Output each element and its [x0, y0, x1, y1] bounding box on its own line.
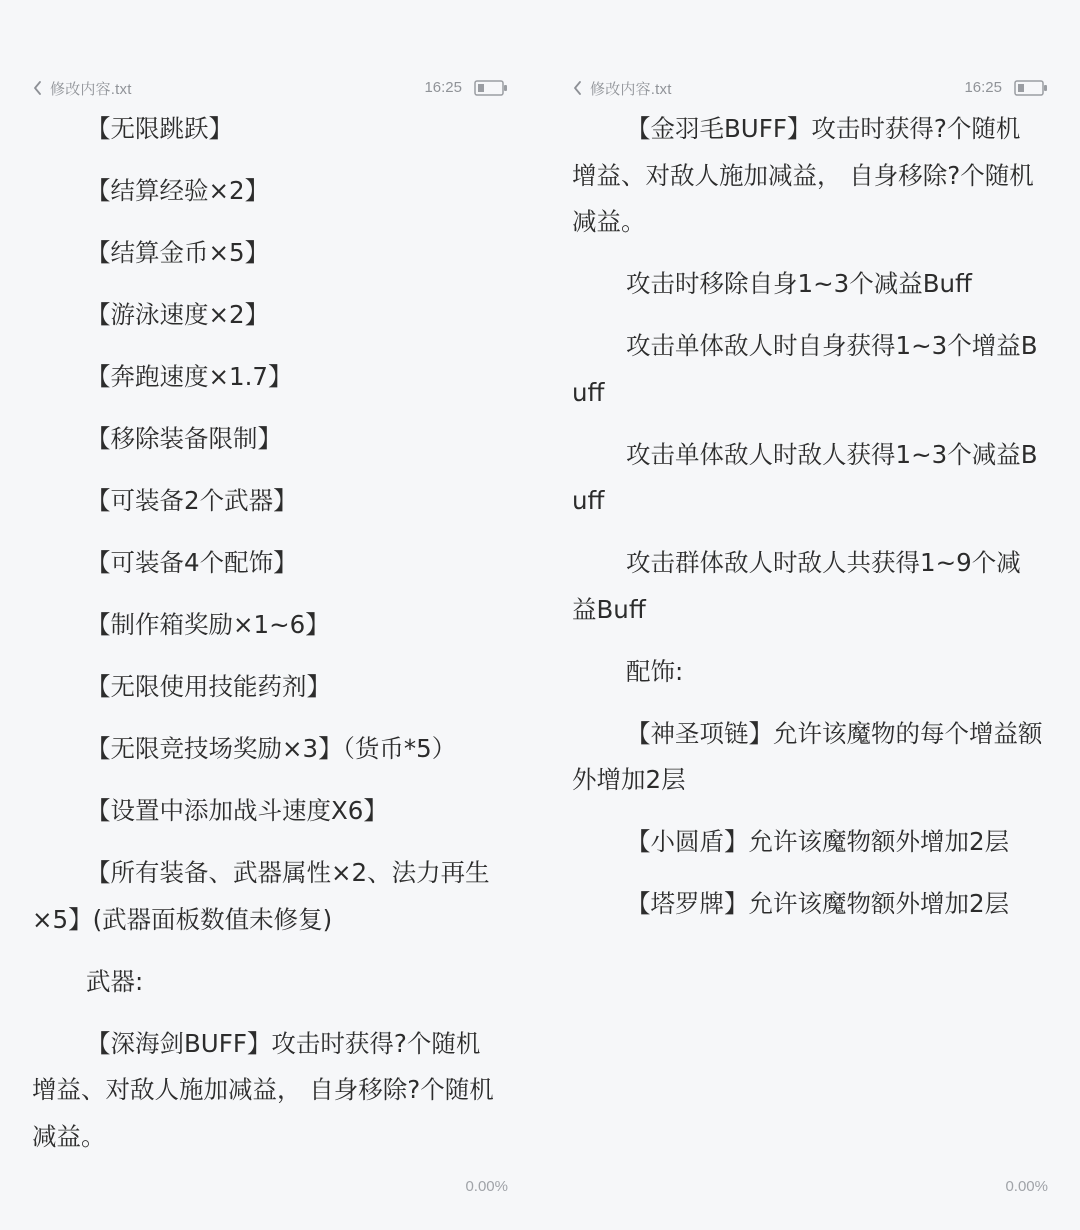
text-paragraph: 【游泳速度×2】 — [86, 300, 270, 329]
reader-header — [540, 76, 1080, 100]
text-paragraph: 【无限跳跃】 — [86, 114, 233, 143]
section-heading: 配饰: — [626, 656, 684, 686]
clock-time: 16:25 — [964, 79, 1002, 96]
text-paragraph: 【结算金币×5】 — [86, 238, 270, 267]
text-paragraph: 【可装备4个配饰】 — [86, 548, 298, 577]
reader-header — [0, 76, 540, 100]
text-paragraph: 【结算经验×2】 — [86, 176, 270, 205]
text-paragraph: 【无限竞技场奖励×3】（货币*5） — [86, 734, 457, 763]
text-paragraph: 攻击单体敌人时敌人获得1~3个减益Buff — [572, 439, 1038, 515]
clock-time: 16:25 — [424, 79, 462, 96]
text-paragraph: 【移除装备限制】 — [86, 424, 282, 453]
chevron-left-icon — [572, 77, 588, 99]
battery-low-icon — [1014, 80, 1048, 96]
text-content — [572, 106, 1044, 943]
reading-progress: 0.00% — [1005, 1178, 1048, 1195]
text-paragraph: 【所有装备、武器属性×2、法力再生×5】(武器面板数值未修复) — [32, 858, 490, 934]
text-paragraph: 攻击群体敌人时敌人共获得1~9个减益Buff — [572, 548, 1021, 624]
text-paragraph: 【神圣项链】允许该魔物的每个增益额外增加2层 — [572, 718, 1043, 794]
reading-progress: 0.00% — [465, 1178, 508, 1195]
reader-page-right — [540, 0, 1080, 1230]
text-paragraph: 攻击单体敌人时自身获得1~3个增益Buff — [572, 331, 1038, 407]
chevron-left-icon — [32, 77, 48, 99]
text-paragraph: 【可装备2个武器】 — [86, 486, 298, 515]
file-name: 修改内容.txt — [50, 80, 132, 98]
text-paragraph: 【奔跑速度×1.7】 — [86, 362, 293, 391]
text-paragraph: 【小圆盾】允许该魔物额外增加2层 — [626, 827, 1010, 856]
text-paragraph: 【金羽毛BUFF】攻击时获得?个随机增益、对敌人施加减益， 自身移除?个随机减益。 — [572, 114, 1034, 236]
back-button[interactable] — [32, 77, 132, 99]
back-button[interactable] — [572, 77, 672, 99]
text-paragraph: 【制作箱奖励×1~6】 — [86, 610, 330, 639]
text-paragraph: 【设置中添加战斗速度X6】 — [86, 796, 388, 825]
text-paragraph: 【深海剑BUFF】攻击时获得?个随机增益、对敌人施加减益， 自身移除?个随机减益。 — [32, 1028, 494, 1151]
text-paragraph: 【塔罗牌】允许该魔物额外增加2层 — [626, 889, 1010, 918]
file-name: 修改内容.txt — [590, 80, 672, 98]
text-paragraph: 【无限使用技能药剂】 — [86, 672, 331, 701]
section-heading: 武器: — [86, 966, 144, 996]
battery-low-icon — [474, 80, 508, 96]
text-content — [32, 106, 504, 1176]
text-paragraph: 攻击时移除自身1~3个减益Buff — [626, 269, 972, 298]
